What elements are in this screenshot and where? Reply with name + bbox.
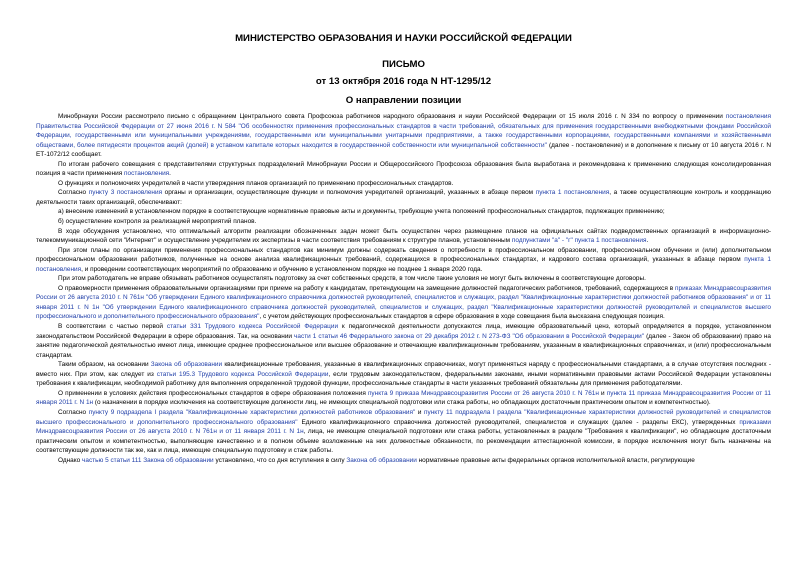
- paragraph-text: .: [646, 237, 649, 245]
- reference-link[interactable]: постановления Правительства Российской Федерации от 27 июня 2016 г. N 584 "Об особенностях применения профессиональных стандартов в части требований, обязательных для применения государственными внебюджетными фондами Российской Федерации, государственными или муниципальными учреждениями, государственными или муниципальными унитарными предприятиями, а также государственными корпорациями, государственными компаниями и хозяйственными обществами, более пятидесяти процентов акций (долей) в уставном капитале которых находится в государственной собственности или муниципальной собственности": [36, 113, 771, 149]
- paragraph-text: б) осуществление контроля за реализацией мероприятий планов.: [58, 218, 257, 226]
- reference-link[interactable]: статьи 331 Трудового кодекса Российской Федерации: [166, 323, 339, 331]
- paragraph-text: нормативные правовые акты федеральных органов исполнительной власти, регулирующие: [416, 456, 695, 464]
- paragraph-text: (о назначении в порядке исключения на соответствующие должности лиц, не имеющих специальной подготовки или стажа работы, но обладающих достаточным практическим опытом и компетентностью).: [93, 399, 711, 407]
- paragraph-text: квалификационные требования, указанные в квалификационных справочниках, могут применяться наряду с профессиональными стандартами, а в случае отсутствия последних - вместо них. При этом, как следует из: [36, 361, 771, 378]
- paragraph-text: а) внесение изменений в установленном порядке в соответствующие нормативные правовые акты и документы, требующие учета положений профессиональных стандартов, подлежащих применению;: [58, 208, 665, 216]
- body-paragraph: [36, 179, 771, 189]
- paragraph-text: (далее - постановление) и в дополнение к письму от 10 августа 2016 г. N ЕТ-1072/12 сообщает.: [36, 141, 771, 159]
- reference-link[interactable]: части 1 статьи 46 Федерального закона от 29 декабря 2012 г. N 273-ФЗ "Об образовании в Российской Федерации": [294, 332, 645, 340]
- paragraph-text: При этом работодатель не вправе обязывать работников осуществлять подготовку за счет собственных средств, в том числе такие условия не могут быть включены в соответствующие договоры.: [58, 275, 646, 283]
- reference-link[interactable]: пункту 9 подраздела I раздела "Квалификационные характеристики должностей работников образования": [88, 408, 416, 416]
- paragraph-text: , а также осуществляющие контроль и координацию деятельности таких организаций, обеспечивают:: [36, 189, 772, 206]
- reference-link[interactable]: пункта 9 приказа Минздравсоцразвития России от 26 августа 2010 г. N 761н: [367, 389, 599, 397]
- paragraph-text: В соответствии с частью первой: [58, 323, 167, 331]
- body-paragraph: [36, 112, 771, 160]
- body-paragraph: [36, 456, 771, 466]
- ministry-title: МИНИСТЕРСТВО ОБРАЗОВАНИЯ И НАУКИ РОССИЙСКОЙ ФЕДЕРАЦИИ: [235, 33, 572, 44]
- paragraph-text: Однако: [58, 456, 83, 464]
- reference-link[interactable]: и от 11 января 2011 г. N 1н "Об утверждении Единого квалификационного справочника должностей руководителей, специалистов и служащих, раздел "Квалификационные характеристики должностей руководителей и специалистов высшего профессионального и дополнительного профессионального образования": [36, 294, 771, 321]
- body-paragraph: [36, 227, 771, 246]
- reference-link[interactable]: подпунктами "а" - "г" пункта 1 постановления: [511, 237, 647, 245]
- reference-link[interactable]: пункту 11 подраздела I раздела "Квалификационные характеристики должностей руководителей и специалистов высшего профессионального и дополнительного профессионального образования": [36, 408, 771, 426]
- body-paragraph: [36, 284, 771, 322]
- paragraph-text: Согласно: [58, 408, 89, 416]
- paragraph-text: При этом планы по организации применения профессиональных стандартов как минимум должны содержать сведения о потребности в профессиональном образовании, профессиональном обучении и (или) дополнительном профессиональном образовании работников, полученные на основе анализа квалификационных требований, содержащихся в профессиональных стандартах, и кадрового состава организаций, указанных в абзаце первом: [36, 246, 771, 264]
- reference-link[interactable]: пункту 3 постановления: [88, 189, 163, 197]
- reference-link[interactable]: пункта 1 постановления: [535, 189, 610, 197]
- body-paragraph: [36, 274, 771, 284]
- paragraph-text: В ходе обсуждения установлено, что оптимальный алгоритм реализации обозначенных задач может быть осуществлен через размещение планов на официальных сайтах подведомственных организаций в информационно-телекоммуникационной сети "Интернет" и осуществление учредителем их экспертизы в части соответствия требованиям к структуре планов, установленным: [36, 227, 771, 245]
- letter-subject: О направлении позиции: [345, 95, 462, 106]
- reference-link[interactable]: Закона об образовании: [346, 456, 417, 464]
- paragraph-text: и: [415, 408, 425, 416]
- body-paragraph: [36, 360, 771, 389]
- date-number: от 13 октября 2016 года N НТ-1295/12: [315, 76, 492, 87]
- reference-link[interactable]: частью 5 статьи 111 Закона об образовании: [82, 456, 214, 464]
- paragraph-text: По итогам рабочего совещания с представителями структурных подразделений Минобрнауки России и Общероссийского Профсоюза образования была выработана и рекомендована к применению следующая консолидированная позиция в части применения: [36, 160, 771, 178]
- reference-link[interactable]: статьи 195.3 Трудового кодекса Российской Федерации: [156, 370, 329, 378]
- body-paragraph: [36, 408, 771, 456]
- body-paragraph: [36, 188, 771, 207]
- paragraph-text: Таким образом, на основании: [58, 361, 151, 369]
- paragraph-text: .: [169, 170, 171, 178]
- paragraph-text: , и проведении соответствующих мероприятий по образованию и обучению в установленном порядке не позднее 1 января 2020 года.: [81, 265, 483, 273]
- document-type: ПИСЬМО: [382, 59, 425, 70]
- paragraph-text: и: [598, 389, 607, 397]
- reference-link[interactable]: пункта 1 постановления: [36, 256, 771, 273]
- paragraph-text: (далее - Закон об образовании) право на занятие педагогической деятельностью имеют лица, имеющие среднее профессиональное или высшее образование и отвечающие квалификационным требованиям, указанным в квалификационных справочниках, и (или) профессиональным стандартам.: [36, 332, 771, 359]
- body-paragraph: [36, 389, 771, 408]
- body-paragraph: [36, 246, 771, 275]
- paragraph-text: установлено, что со дня вступления в силу: [213, 456, 347, 464]
- paragraph-text: О функциях и полномочиях учредителей в части утверждения планов организаций по применению профессиональных стандартов.: [58, 179, 454, 187]
- paragraph-text: Минобрнауки России рассмотрело письмо с обращением Центрального совета Профсоюза работников народного образования и науки Российской Федерации от 15 июля 2016 г. N 334 по вопросу о применении: [58, 113, 726, 120]
- paragraph-text: О правомерности применения образовательными организациями при приеме на работу к кандидатам, претендующим на замещение должностей педагогических работников, требований, содержащихся в: [58, 284, 676, 292]
- paragraph-text: , лица, не имеющие специальной подготовки или стажа работы, установленных в разделе "Требования к квалификации", но обладающие достаточным практическим опытом и компетентностью, выполняющие качественно и в полном объеме возложенные на них должностные обязанности, по рекомендации аттестационной комиссии, в порядке исключения могут быть назначены на соответствующие должности так же, как и лица, имеющие специальную подготовку и стаж работы.: [36, 428, 771, 455]
- reference-link[interactable]: приказах Минздравсоцразвития России от 26 августа 2010 г. N 761н "Об утверждении Единого квалификационного справочника должностей руководителей, специалистов и служащих, раздел "Квалификационные характеристики должностей работников образования": [36, 284, 772, 302]
- paragraph-text: органы и организации, осуществляющие функции и полномочия учредителей организаций, указанных в абзаце первом: [162, 189, 536, 197]
- paragraph-text: , если трудовым законодательством, федеральными законами, иными нормативными правовыми актами Российской Федерации установлены требования к квалификации, необходимой работнику для выполнения определенной трудовой функции, профессиональные стандарты в части указанных требований обязательны для применения работодателями.: [36, 370, 771, 388]
- body-paragraph: [36, 217, 771, 227]
- paragraph-text: Согласно: [58, 189, 89, 197]
- reference-link[interactable]: Закона об образовании: [150, 361, 223, 369]
- paragraph-text: Единого квалификационного справочника должностей руководителей, специалистов и служащих (далее - разделы ЕКС), утвержденных: [297, 418, 740, 426]
- letter-body: [36, 112, 771, 465]
- body-paragraph: [36, 322, 771, 360]
- body-paragraph: [36, 160, 771, 179]
- reference-link[interactable]: приказами Минздравсоцразвития России от 26 августа 2010 г. N 761н и от 11 января 2011 г. N 1н: [36, 418, 771, 436]
- body-paragraph: [36, 207, 771, 217]
- paragraph-text: О применении в условиях действия профессиональных стандартов в сфере образования положения: [58, 389, 368, 397]
- paragraph-text: к педагогической деятельности допускаются лица, имеющие образовательный ценз, который определяется в порядке, установленном законодательством Российской Федерации в сфере образования. Так, на основании: [36, 323, 771, 340]
- reference-link[interactable]: пункта 11 приказа Минздравсоцразвития России от 11 января 2011 г. N 1н: [36, 389, 771, 407]
- paragraph-text: , с учетом действующих профессиональных стандартов в сфере образования в ходе совещания была высказана следующая позиция.: [259, 313, 665, 321]
- reference-link[interactable]: постановления: [124, 170, 170, 178]
